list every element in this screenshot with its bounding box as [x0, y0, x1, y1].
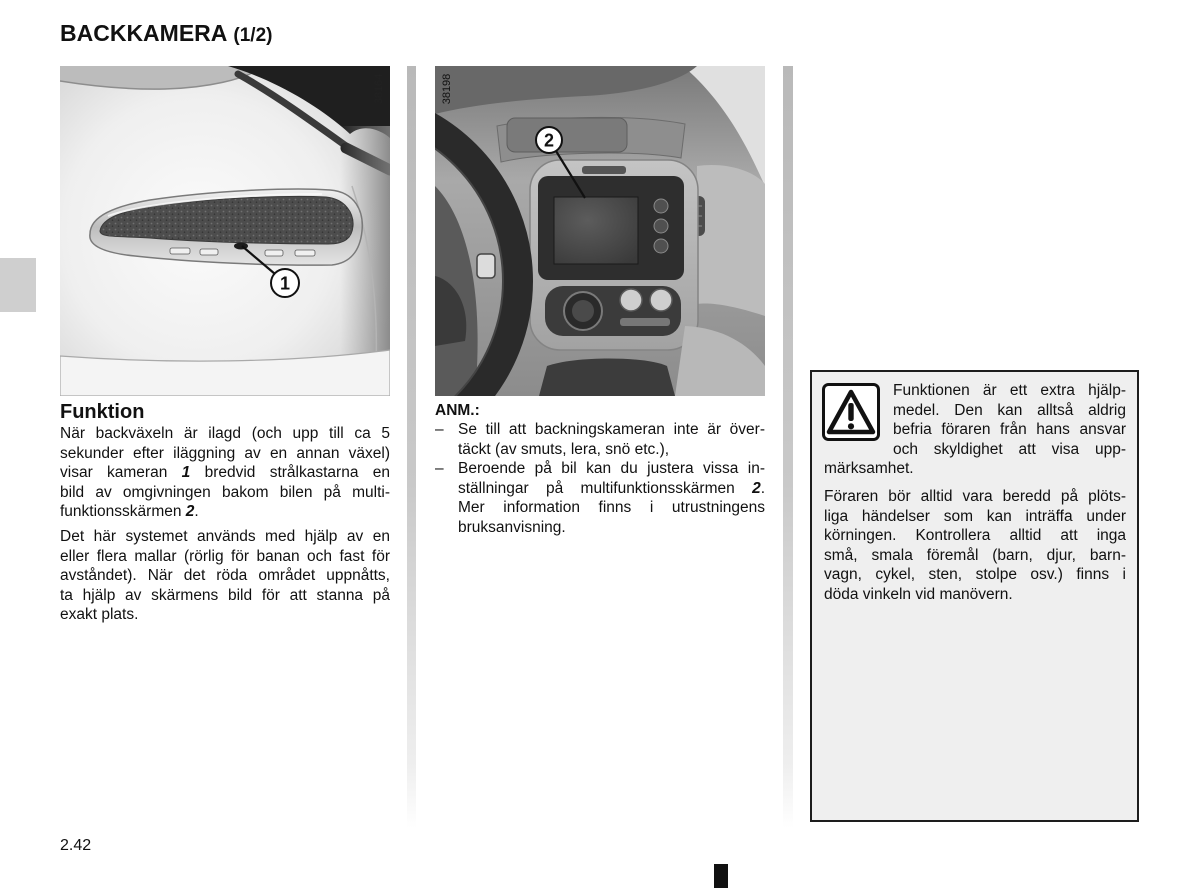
text-line — [60, 463, 390, 483]
image-code: 38198 — [441, 73, 453, 105]
text-segment: små, smala föremål (barn, djur, barn- — [824, 546, 1126, 564]
text-segment: Föraren bör alltid vara beredd på plöts- — [824, 488, 1126, 506]
column-separator — [407, 66, 416, 828]
text-segment: Beroende på bil kan du justera vissa in- — [458, 460, 765, 478]
callout-number: 2 — [543, 130, 555, 151]
text-line — [824, 526, 1126, 546]
text-line — [60, 444, 390, 464]
text-segment: sekunder efter iläggning av en annan växel) — [60, 444, 390, 462]
text-line — [458, 498, 765, 518]
paragraph — [60, 527, 390, 625]
text-segment: medel. Den kan alltså aldrig — [893, 401, 1126, 419]
text-line — [824, 487, 1126, 507]
text-line — [824, 459, 1126, 479]
text-line — [60, 605, 390, 625]
warning-triangle-icon — [822, 383, 880, 441]
page-title: BACKKAMERA — [60, 20, 228, 46]
text-line — [458, 420, 765, 440]
note-heading: ANM.: — [435, 402, 480, 419]
text-line — [458, 459, 765, 479]
text-segment: bredvid strålkastarna en — [190, 464, 390, 482]
text-segment: döda vinkeln vid manövern. — [824, 585, 1013, 603]
column-separator — [783, 66, 793, 828]
text-line — [458, 518, 765, 538]
section-heading: Funktion — [60, 401, 145, 423]
gear-area — [539, 359, 675, 397]
text-segment: vagn, cykel, sten, stolpe osv.) finns i — [824, 566, 1126, 584]
page-part-indicator: (1/2) — [233, 25, 273, 46]
text-segment: liga händelser som kan inträffa under — [824, 507, 1126, 525]
text-segment: exakt plats. — [60, 606, 139, 624]
instrument-hood — [507, 118, 627, 152]
note-item-text — [458, 459, 765, 537]
note-item — [435, 420, 765, 459]
text-segment: Mer information finns i utrustningens — [458, 499, 765, 517]
text-line — [824, 507, 1126, 527]
text-line — [824, 546, 1126, 566]
page-number: 2.42 — [60, 837, 92, 854]
text-segment: Funktionen är ett extra hjälp- — [893, 382, 1126, 400]
text-segment: visar kameran — [60, 464, 182, 482]
text-segment: avståndet). När det röda området uppnåtts, — [60, 567, 390, 585]
callout-number: 1 — [279, 273, 291, 294]
text-segment: . — [760, 479, 765, 497]
note-list — [435, 420, 765, 537]
text-line — [60, 566, 390, 586]
rear-camera-photo — [60, 66, 390, 396]
text-segment: funktionsskärmen — [60, 503, 186, 521]
text-line — [458, 479, 765, 499]
text-segment: täckt (av smuts, lera, snö etc.), — [458, 440, 670, 458]
text-segment: När backväxeln är ilagd (och upp till ca 5 — [60, 425, 390, 443]
text-segment: befria föraren från hans ansvar — [893, 421, 1126, 439]
figure-reference: 1 — [181, 464, 191, 482]
warning-body — [824, 381, 1126, 604]
dashboard-illustration — [435, 66, 765, 396]
page-edge-marker — [714, 864, 728, 888]
text-line — [824, 585, 1126, 605]
text-segment: Det här systemet används med hjälp av en — [60, 528, 390, 546]
text-line — [60, 424, 390, 444]
paragraph — [60, 424, 390, 522]
bullet-dash: – — [435, 460, 444, 478]
paragraph — [824, 487, 1126, 604]
text-segment: Se till att backningskameran inte är över- — [458, 421, 765, 439]
page-header — [60, 19, 272, 47]
text-line — [60, 483, 390, 503]
text-segment: ta hjälp av skärmens bild för att stanna på — [60, 586, 390, 604]
text-segment: . — [194, 503, 199, 521]
dashboard-photo — [435, 66, 765, 396]
text-segment: bild av omgivningen bakom bilen på multi- — [60, 483, 390, 501]
rear-camera-illustration — [60, 66, 390, 396]
multifunction-screen — [554, 197, 638, 264]
text-segment: bruksanvisning. — [458, 518, 566, 536]
text-line — [824, 565, 1126, 585]
bullet-dash: – — [435, 421, 444, 439]
figure-reference: 2 — [185, 503, 195, 521]
text-line — [60, 527, 390, 547]
text-segment: ställningar på multifunktionsskärmen — [458, 479, 753, 497]
funktion-body — [60, 424, 390, 625]
text-line — [60, 502, 390, 522]
stalk-button — [477, 254, 495, 278]
figure-reference: 2 — [752, 479, 761, 497]
text-line — [60, 547, 390, 567]
note-item-text — [458, 420, 765, 459]
section-tab — [0, 258, 36, 312]
note-item — [435, 459, 765, 537]
text-segment: körningen. Kontrollera alltid att inga — [824, 527, 1126, 545]
text-segment: märksamhet. — [824, 460, 914, 478]
image-code: 38164 — [373, 73, 385, 105]
text-line — [824, 440, 1126, 460]
text-segment: och skyldighet att visa upp- — [893, 440, 1126, 458]
text-line — [458, 440, 765, 460]
text-segment: eller flera mallar (rörlig för banan och fast för — [60, 547, 390, 565]
text-line — [60, 586, 390, 606]
